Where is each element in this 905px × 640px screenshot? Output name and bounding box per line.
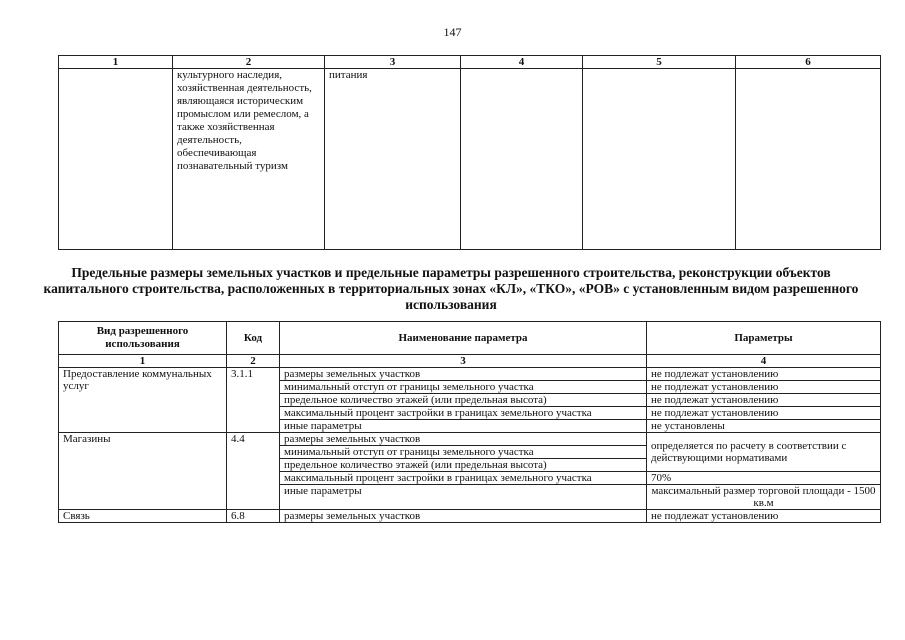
table-cell: питания (325, 69, 461, 250)
code-cell: 6.8 (227, 510, 280, 523)
column-number: 3 (325, 56, 461, 69)
column-number: 4 (647, 355, 881, 368)
table-row (59, 368, 881, 381)
parameter-cell: предельное количество этажей (или предельная высота) (280, 459, 647, 472)
value-cell: не подлежат установлению (647, 407, 881, 420)
table-header-row (59, 56, 881, 69)
column-number: 1 (59, 56, 173, 69)
header-parameter-name: Наименование параметра (280, 322, 647, 355)
parameter-cell: максимальный процент застройки в границах земельного участка (280, 472, 647, 485)
table-cell (461, 69, 583, 250)
parameter-cell: предельное количество этажей (или предельная высота) (280, 394, 647, 407)
header-parameters: Параметры (647, 322, 881, 355)
column-number: 2 (173, 56, 325, 69)
parameter-cell: иные параметры (280, 485, 647, 510)
table-row (59, 433, 881, 446)
table-cell (59, 69, 173, 250)
column-number: 3 (280, 355, 647, 368)
page-number: 147 (443, 25, 462, 39)
value-cell: не подлежат установлению (647, 510, 881, 523)
column-number: 4 (461, 56, 583, 69)
parameters-table (58, 321, 881, 523)
parameter-cell: максимальный процент застройки в границах земельного участка (280, 407, 647, 420)
column-number: 6 (736, 56, 881, 69)
table-cell (736, 69, 881, 250)
column-number: 2 (227, 355, 280, 368)
use-type-cell: Предоставление коммунальных услуг (59, 368, 227, 433)
parameter-cell: размеры земельных участков (280, 433, 647, 446)
parameter-cell: размеры земельных участков (280, 368, 647, 381)
column-numbers-row (59, 355, 881, 368)
header-code: Код (227, 322, 280, 355)
value-cell: не установлены (647, 420, 881, 433)
column-number: 5 (583, 56, 736, 69)
header-use-type: Вид разрешенного использования (59, 322, 227, 355)
value-cell: не подлежат установлению (647, 368, 881, 381)
value-cell: максимальный размер торговой площади - 1500 кв.м (647, 485, 881, 510)
use-type-cell: Магазины (59, 433, 227, 510)
code-cell: 4.4 (227, 433, 280, 510)
value-cell: не подлежат установлению (647, 394, 881, 407)
table-row (59, 510, 881, 523)
parameter-cell: минимальный отступ от границы земельного участка (280, 446, 647, 459)
table-header-row (59, 322, 881, 355)
table-cell: культурного наследия, хозяйственная деятельность, являющаяся историческим промыслом или ремеслом, а также хозяйственная деятельность, обеспечивающая познавательный туризм (173, 69, 325, 250)
parameter-cell: иные параметры (280, 420, 647, 433)
column-number: 1 (59, 355, 227, 368)
section-heading: Предельные размеры земельных участков и предельные параметры разрешенного строительства, реконструкции объектов капитального строительства, расположенных в территориальных зонах «КЛ», «ТКО», «РОВ» с установленным видом разрешенного использования (43, 265, 859, 312)
continued-table (58, 55, 881, 250)
value-cell: не подлежат установлению (647, 381, 881, 394)
table-cell (583, 69, 736, 250)
code-cell: 3.1.1 (227, 368, 280, 433)
value-cell: 70% (647, 472, 881, 485)
table-row (59, 69, 881, 250)
parameter-cell: размеры земельных участков (280, 510, 647, 523)
parameter-cell: минимальный отступ от границы земельного участка (280, 381, 647, 394)
use-type-cell: Связь (59, 510, 227, 523)
merged-value-cell: определяется по расчету в соответствии с действующими нормативами (647, 433, 881, 472)
